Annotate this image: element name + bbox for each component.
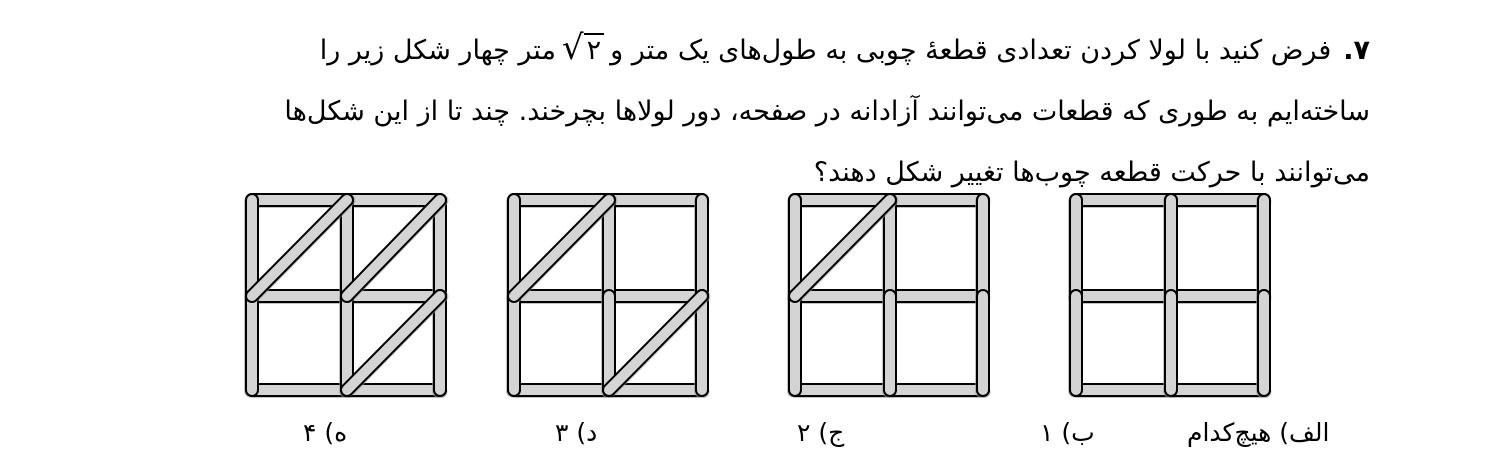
figure-option-3 bbox=[502, 190, 712, 402]
figure-option-4 bbox=[240, 190, 450, 402]
horizontal-rod bbox=[884, 384, 991, 398]
question-line-2: ساخته‌ایم به طوری که قطعات می‌توانند آزادانه در صفحه، دور لولاها بچرخند. چند تا از این شکل‌ها bbox=[284, 96, 1370, 127]
option-he[interactable]: ه) ۴ bbox=[303, 418, 348, 447]
rod-lattice bbox=[502, 190, 712, 402]
horizontal-rod bbox=[789, 384, 898, 398]
vertical-rod bbox=[1068, 290, 1082, 398]
horizontal-rod bbox=[246, 384, 355, 398]
option-be[interactable]: ب) ۱ bbox=[1040, 418, 1095, 447]
vertical-rod bbox=[1256, 290, 1270, 398]
rod-lattice bbox=[783, 190, 993, 402]
horizontal-rod bbox=[1070, 384, 1179, 398]
horizontal-rod bbox=[1070, 194, 1179, 208]
question-number: ۷. bbox=[1343, 35, 1370, 66]
vertical-rod bbox=[975, 194, 989, 304]
vertical-rod bbox=[975, 290, 989, 398]
option-jim[interactable]: ج) ۲ bbox=[797, 418, 845, 447]
question-text bbox=[140, 18, 1370, 203]
vertical-rod bbox=[244, 290, 258, 398]
vertical-rod bbox=[506, 290, 520, 398]
rod-lattice bbox=[240, 190, 450, 402]
horizontal-rod bbox=[1165, 194, 1272, 208]
answer-options bbox=[0, 418, 1487, 463]
rod-lattice bbox=[1064, 190, 1274, 402]
figures-row bbox=[0, 190, 1487, 410]
vertical-rod bbox=[1163, 194, 1177, 304]
sqrt-expression bbox=[562, 18, 604, 81]
question-text-part-2: متر چهار شکل زیر را bbox=[319, 35, 556, 66]
horizontal-rod bbox=[884, 290, 991, 304]
horizontal-rod bbox=[1070, 290, 1179, 304]
vertical-rod bbox=[1256, 194, 1270, 304]
horizontal-rod bbox=[884, 194, 991, 208]
horizontal-rod bbox=[603, 194, 710, 208]
option-alef[interactable]: الف) هیچ‌کدام bbox=[1187, 418, 1330, 447]
vertical-rod bbox=[882, 290, 896, 398]
option-dal[interactable]: د) ۳ bbox=[555, 418, 598, 447]
horizontal-rod bbox=[1165, 290, 1272, 304]
horizontal-rod bbox=[1165, 384, 1272, 398]
vertical-rod bbox=[1068, 194, 1082, 304]
figure-option-2 bbox=[783, 190, 993, 402]
question-text-part-1: فرض کنید با لولا کردن تعدادی قطعهٔ چوبی به طول‌های یک متر و bbox=[610, 35, 1332, 66]
question-line-1 bbox=[140, 18, 1370, 81]
vertical-rod bbox=[694, 194, 708, 304]
horizontal-rod bbox=[508, 384, 617, 398]
question-line-3: می‌توانند با حرکت قطعه چوب‌ها تغییر شکل دهند؟ bbox=[813, 157, 1370, 188]
radical-sign: √ bbox=[561, 28, 584, 68]
vertical-rod bbox=[1163, 290, 1177, 398]
figure-option-1 bbox=[1064, 190, 1274, 402]
sqrt-radicand: ۲ bbox=[584, 33, 605, 66]
vertical-rod bbox=[787, 290, 801, 398]
